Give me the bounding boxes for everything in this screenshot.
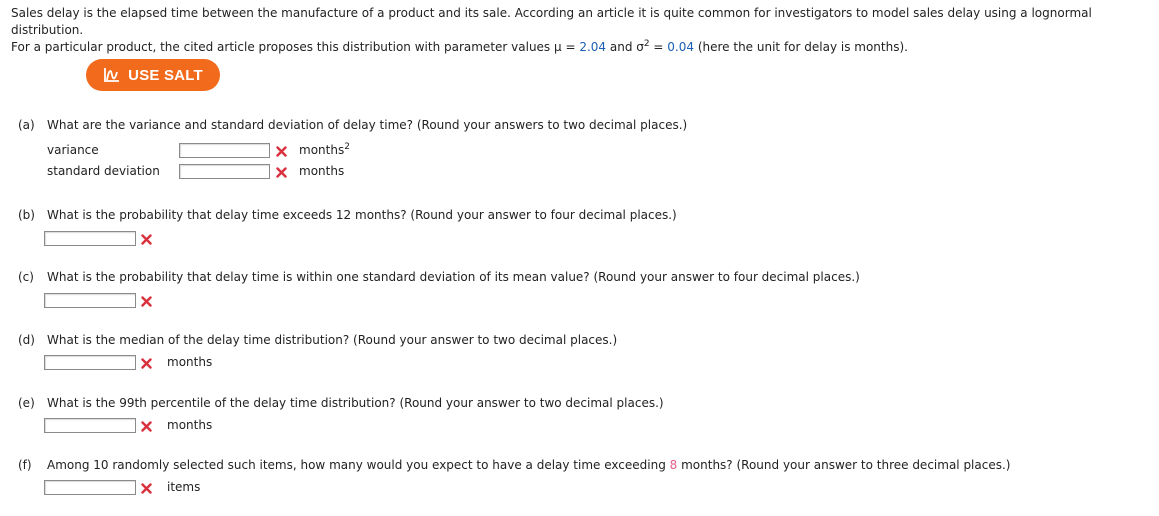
part-b-text: What is the probability that delay time exceeds 12 months? (Round your answer to four decimal places.) — [47, 208, 677, 222]
part-b-letter: (b) — [18, 208, 35, 222]
part-e-unit: months — [167, 418, 213, 432]
mu-symbol: μ — [554, 40, 562, 54]
incorrect-x-icon — [276, 146, 287, 157]
part-c-question — [18, 270, 860, 285]
sd-label: standard deviation — [47, 164, 160, 178]
incorrect-x-icon — [276, 167, 287, 178]
part-f-unit: items — [167, 480, 201, 494]
variance-label: variance — [47, 143, 99, 157]
part-d-input[interactable] — [44, 355, 136, 370]
sd-input[interactable] — [179, 164, 270, 179]
intro-line-2 — [11, 39, 1151, 56]
salt-icon — [103, 67, 121, 83]
part-e-question — [18, 396, 664, 411]
variance-unit-sup: 2 — [344, 142, 350, 152]
part-f-input[interactable] — [44, 480, 136, 495]
variance-input[interactable] — [179, 143, 270, 158]
problem-intro — [11, 5, 1151, 56]
equals-2: = — [649, 40, 668, 54]
part-b-input[interactable] — [44, 231, 136, 246]
part-f-highlight: 8 — [669, 458, 678, 472]
use-salt-label: USE SALT — [128, 66, 203, 84]
incorrect-x-icon — [141, 421, 152, 432]
part-d-question — [18, 333, 617, 348]
part-a-text: What are the variance and standard deviation of delay time? (Round your answers to two decimal places.) — [47, 118, 688, 132]
part-a-question — [18, 118, 687, 133]
sd-unit: months — [299, 164, 345, 178]
part-d-unit: months — [167, 355, 213, 369]
intro-line-2-post: (here the unit for delay is months). — [694, 40, 908, 54]
incorrect-x-icon — [141, 483, 152, 494]
part-d-letter: (d) — [18, 333, 35, 347]
incorrect-x-icon — [141, 358, 152, 369]
part-f-question — [18, 458, 1010, 473]
incorrect-x-icon — [141, 296, 152, 307]
incorrect-x-icon — [141, 234, 152, 245]
part-c-letter: (c) — [18, 270, 34, 284]
part-a-letter: (a) — [18, 118, 35, 132]
equals-1: = — [561, 40, 580, 54]
variance-unit — [299, 143, 350, 158]
part-f-letter: (f) — [18, 458, 32, 472]
part-e-letter: (e) — [18, 396, 35, 410]
part-c-text: What is the probability that delay time is within one standard deviation of its mean value? (Round your answer to four decimal places.) — [47, 270, 860, 284]
part-e-input[interactable] — [44, 418, 136, 433]
part-f-text-pre: Among 10 randomly selected such items, how many would you expect to have a delay time exceeding — [47, 458, 670, 472]
part-d-text: What is the median of the delay time distribution? (Round your answer to two decimal places.) — [47, 333, 618, 347]
intro-line-1: Sales delay is the elapsed time between the manufacture of a product and its sale. According an article it is quite common for investigators to model sales delay using a lognormal distribution. — [11, 6, 1092, 37]
part-f-text-post: months? (Round your answer to three decimal places.) — [677, 458, 1011, 472]
intro-line-2-pre: For a particular product, the cited article proposes this distribution with parameter values — [11, 40, 554, 54]
part-e-text: What is the 99th percentile of the delay time distribution? (Round your answer to two decimal places.) — [47, 396, 664, 410]
and-text: and — [606, 40, 637, 54]
variance-unit-text: months — [299, 143, 345, 157]
sigma2-value: 0.04 — [667, 40, 695, 54]
use-salt-button[interactable] — [86, 59, 220, 91]
sigma-squared-sup: 2 — [643, 39, 650, 49]
mu-value: 2.04 — [579, 40, 607, 54]
part-c-input[interactable] — [44, 293, 136, 308]
part-b-question — [18, 208, 677, 223]
sigma-symbol: σ — [636, 40, 644, 54]
